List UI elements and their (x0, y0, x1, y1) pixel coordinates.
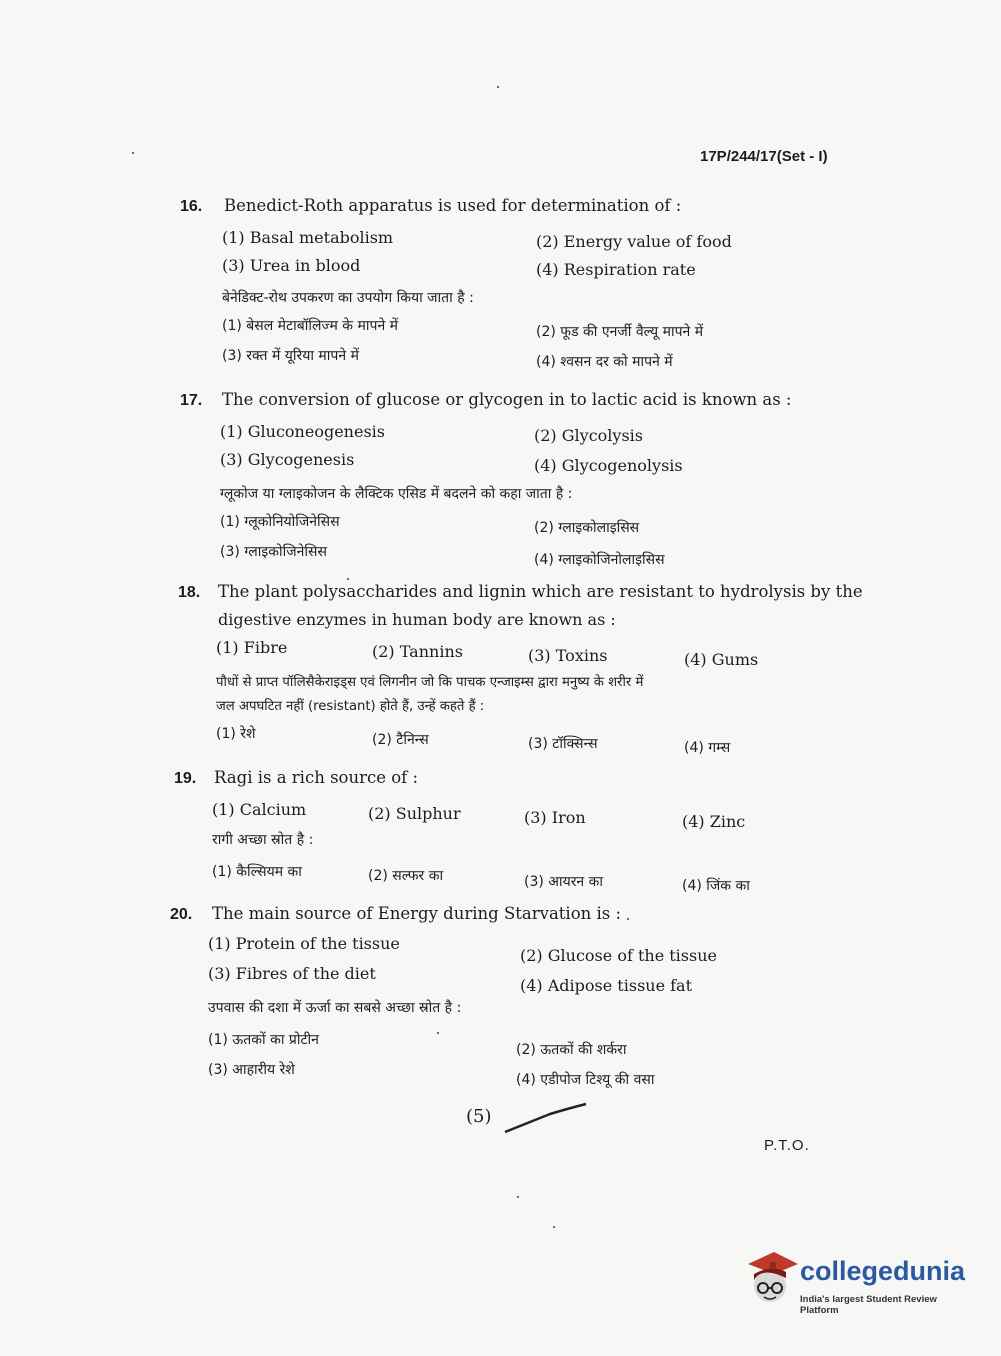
scan-speck (497, 86, 499, 88)
option-en: (4) Zinc (682, 812, 746, 831)
option-en: (3) Toxins (528, 646, 608, 665)
option-hi: (4) गम्स (684, 740, 731, 756)
brand-name: collegedunia (800, 1256, 966, 1286)
pto-label: P.T.O. (764, 1137, 810, 1154)
question-text-en: The plant polysaccharides and lignin which are resistant to hydrolysis by the (218, 582, 863, 601)
option-en: (1) Fibre (216, 638, 288, 657)
option-hi: (2) टैनिन्स (372, 732, 429, 748)
option-en: (4) Gums (684, 650, 759, 669)
question-text-hi: बेनेडिक्ट-रोथ उपकरण का उपयोग किया जाता है : (222, 290, 474, 306)
option-en: (4) Glycogenolysis (534, 456, 683, 475)
question-number: 18. (178, 584, 201, 601)
question-number: 19. (174, 770, 197, 787)
option-hi: (2) सल्फर का (368, 868, 444, 884)
option-en: (3) Fibres of the diet (208, 964, 376, 983)
question-number: 16. (180, 198, 203, 215)
question-text-en: Benedict-Roth apparatus is used for determination of : (224, 196, 682, 215)
question-text-en: The main source of Energy during Starvation is : (212, 904, 622, 923)
option-en: (2) Sulphur (368, 804, 461, 823)
option-hi: (3) आयरन का (524, 874, 604, 890)
option-hi: (2) ग्लाइकोलाइसिस (534, 520, 640, 536)
question-number: 17. (180, 392, 203, 409)
option-hi: (4) जिंक का (682, 878, 750, 894)
page-number: (5) (466, 1106, 492, 1127)
option-hi: (1) कैल्सियम का (212, 864, 302, 880)
question-text-hi: उपवास की दशा में ऊर्जा का सबसे अच्छा स्रोत है : (208, 1000, 462, 1016)
scan-speck (437, 1032, 439, 1034)
scan-speck (553, 1226, 555, 1228)
option-en: (1) Gluconeogenesis (220, 422, 385, 441)
option-hi: (2) फूड की एनर्जी वैल्यू मापने में (536, 324, 704, 340)
question-number: 20. (170, 906, 193, 923)
option-hi: (3) टॉक्सिन्स (528, 736, 598, 752)
option-en: (1) Calcium (212, 800, 307, 819)
pen-stroke-mark (500, 1098, 590, 1138)
option-en: (3) Glycogenesis (220, 450, 355, 469)
option-hi: (4) एडीपोज टिश्यू की वसा (516, 1072, 655, 1088)
question-text-en: The conversion of glucose or glycogen in to lactic acid is known as : (222, 390, 792, 409)
option-hi: (1) बेसल मेटाबॉलिज्म के मापने में (222, 318, 399, 334)
option-en: (3) Urea in blood (222, 256, 361, 275)
option-en: (3) Iron (524, 808, 586, 827)
question-text-hi-cont: जल अपघटित नहीं (resistant) होते हैं, उन्हें कहते हैं : (216, 699, 485, 714)
option-en: (2) Tannins (372, 642, 463, 661)
scan-speck (347, 578, 349, 580)
option-en: (1) Protein of the tissue (208, 934, 400, 953)
option-en: (2) Energy value of food (536, 232, 732, 251)
option-hi: (3) रक्त में यूरिया मापने में (222, 348, 359, 364)
option-en: (2) Glucose of the tissue (520, 946, 717, 965)
option-en: (2) Glycolysis (534, 426, 643, 445)
question-text-en: Ragi is a rich source of : (214, 768, 419, 787)
option-hi: (3) ग्लाइकोजिनेसिस (220, 544, 327, 560)
paper-code: 17P/244/17(Set - I) (700, 148, 828, 165)
mascot-icon (742, 1250, 798, 1310)
option-hi: (4) श्वसन दर को मापने में (536, 354, 673, 370)
option-en: (4) Respiration rate (536, 260, 696, 279)
scan-speck (132, 152, 134, 154)
question-text-en-cont: digestive enzymes in human body are known as : (218, 610, 616, 629)
scan-speck (627, 918, 629, 920)
scan-speck (517, 1196, 519, 1198)
option-en: (4) Adipose tissue fat (520, 976, 693, 995)
question-text-hi: ग्लूकोज या ग्लाइकोजन के लैक्टिक एसिड में बदलने को कहा जाता है : (220, 486, 573, 502)
option-hi: (1) ऊतकों का प्रोटीन (208, 1032, 319, 1048)
option-en: (1) Basal metabolism (222, 228, 394, 247)
collegedunia-logo (742, 1250, 972, 1314)
option-hi: (2) ऊतकों की शर्करा (516, 1042, 627, 1058)
option-hi: (4) ग्लाइकोजिनोलाइसिस (534, 552, 665, 568)
brand-tagline: India's largest Student Review Platform (800, 1294, 937, 1316)
option-hi: (3) आहारीय रेशे (208, 1062, 295, 1078)
option-hi: (1) रेशे (216, 726, 256, 742)
option-hi: (1) ग्लूकोनियोजिनेसिस (220, 514, 340, 530)
question-text-hi: पौधों से प्राप्त पॉलिसैकेराइड्स एवं लिगनीन जो कि पाचक एन्जाइम्स द्वारा मनुष्य के शरीर में (216, 675, 644, 690)
question-text-hi: रागी अच्छा स्रोत है : (212, 832, 314, 848)
